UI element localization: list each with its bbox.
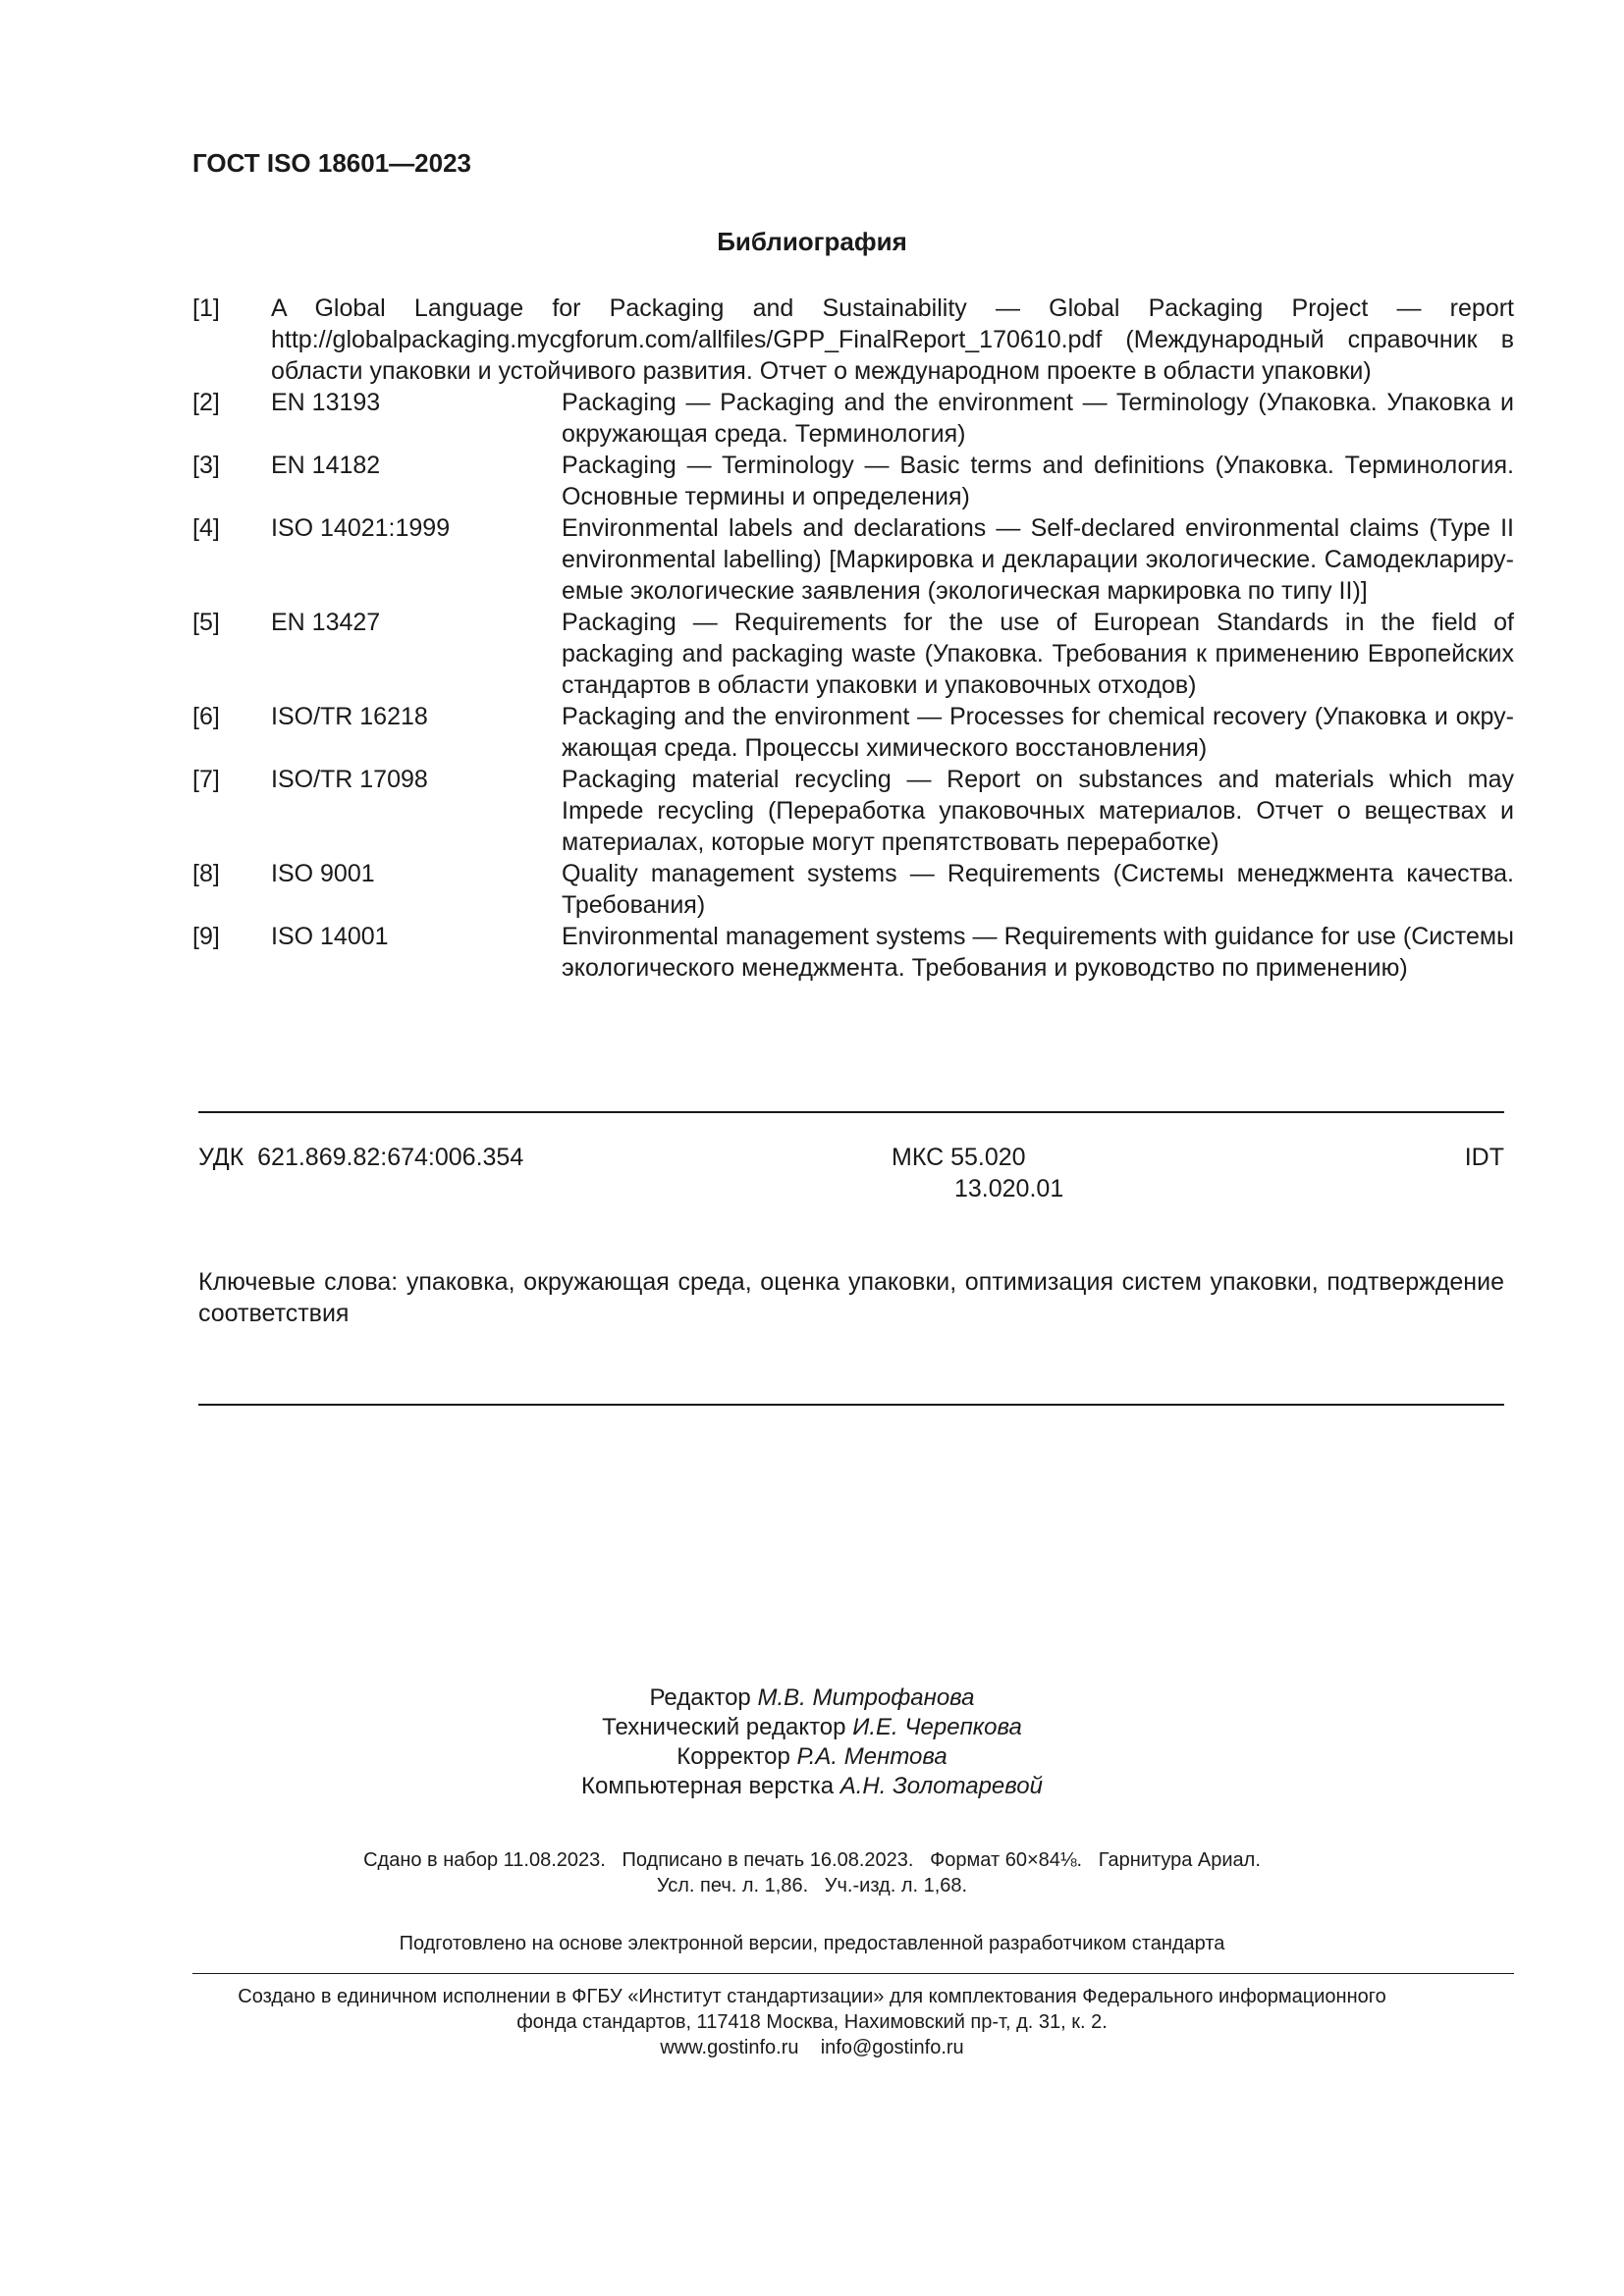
reference-title: Packaging and the environment — Processes for chemical recovery (Упаковка и окружающая среда. Процессы химического восстановления) (562, 703, 1514, 762)
udk-code: УДК 621.869.82:674:006.354 (198, 1144, 524, 1171)
reference-title: Packaging material recycling — Report on substances and materials which may Impede recycling (Переработка упаковочных материалов. Отчет о веществах и материалах, которые могут препятствовать переработке) (562, 766, 1514, 856)
reference-title: Packaging — Requirements for the use of European Standards in the field of packaging and packaging waste (Упаковка. Требования к применению Европейских стандартов в области упаковки и упаковочных отходов) (562, 609, 1514, 699)
reference-standard-id: ISO 14021:1999 (271, 514, 451, 542)
credit-editor: Редактор М.В. Митрофанова (649, 1684, 975, 1711)
reference-number: [2] (192, 389, 220, 416)
reference-title: Environmental management systems — Requirements with guidance for use (Системы экологического менеджмента. Требования и руководство по применению) (562, 923, 1514, 982)
prepared-note: Подготовлено на основе электронной версии, предоставленной разработчиком стандарта (399, 1933, 1225, 1954)
keywords: Ключевые слова: упаковка, окружающая среда, оценка упаковки, оптимизация систем упаковки, подтверждение соответствия (198, 1268, 1504, 1327)
bibliography-item (192, 387, 1514, 450)
reference-number: [4] (192, 514, 220, 542)
reference-title: Quality management systems — Requirements (Системы менеджмента качества. Требования) (562, 860, 1514, 919)
bibliography-item (192, 293, 1514, 387)
reference-standard-id: ISO 14001 (271, 923, 389, 950)
credit-proofreader: Корректор Р.А. Ментова (677, 1743, 947, 1770)
reference-standard-id: EN 13427 (271, 609, 381, 636)
publisher-line-2: фонда стандартов, 117418 Москва, Нахимовский пр-т, д. 31, к. 2. (516, 2011, 1108, 2033)
bibliography-item (192, 450, 1514, 512)
bibliography-item (192, 858, 1514, 921)
imprint-line-1: Сдано в набор 11.08.2023. Подписано в печать 16.08.2023. Формат 60×84⅛. Гарнитура Ариал. (363, 1849, 1261, 1871)
bibliography-item (192, 512, 1514, 607)
credit-layout: Компьютерная верстка А.Н. Золотаревой (581, 1773, 1043, 1799)
bibliography-title: Библиография (717, 227, 907, 256)
section-divider-bottom (198, 1404, 1504, 1406)
reference-number: [5] (192, 609, 220, 636)
reference-standard-id: ISO/TR 17098 (271, 766, 428, 793)
layout-name: А.Н. Золотаревой (839, 1773, 1043, 1799)
reference-number: [9] (192, 923, 220, 950)
imprint-line-2: Усл. печ. л. 1,86. Уч.-изд. л. 1,68. (656, 1875, 968, 1896)
reference-number: [7] (192, 766, 220, 793)
reference-title: Environmental labels and declarations — Self-declared environmental claims (Type II environmental labelling) [Маркировка и декларации экологические. Самодекларируемые экологические заявления (экологическая маркировка по типу II)] (562, 514, 1514, 605)
reference-number: [6] (192, 703, 220, 730)
reference-number: [8] (192, 860, 220, 887)
editor-name: М.В. Митрофанова (757, 1684, 975, 1711)
reference-standard-id: ISO 9001 (271, 860, 375, 887)
bibliography-item (192, 921, 1514, 984)
reference-number: [3] (192, 452, 220, 479)
bibliography-list (192, 293, 1514, 984)
mks-code-secondary: 13.020.01 (954, 1175, 1064, 1202)
credit-tech-editor: Технический редактор И.Е. Черепкова (602, 1714, 1022, 1740)
publisher-line-1: Создано в единичном исполнении в ФГБУ «Институт стандартизации» для комплектования Федерального информационного (238, 1986, 1386, 2007)
bibliography-item (192, 607, 1514, 701)
section-divider-top (198, 1111, 1504, 1113)
reference-standard-id: ISO/TR 16218 (271, 703, 428, 730)
proofreader-name: Р.А. Ментова (796, 1743, 947, 1770)
equivalence-degree: IDT (1464, 1144, 1504, 1171)
publisher-contacts: www.gostinfo.ru info@gostinfo.ru (660, 2037, 964, 2058)
classification-row (198, 1142, 1504, 1210)
reference-title: Packaging — Terminology — Basic terms and definitions (Упаковка. Терминология. Основные термины и определения) (562, 452, 1514, 510)
reference-number: [1] (192, 294, 220, 322)
footer-divider (192, 1973, 1514, 1974)
reference-text: A Global Language for Packaging and Sustainability — Global Packaging Project — report http://globalpackaging.mycgforum.com/allfiles/GPP_FinalReport_170610.pdf (Международный справочник в области упаковки и устойчивого развития. Отчет о международном проекте в области упаковки) (271, 294, 1514, 385)
reference-standard-id: EN 14182 (271, 452, 381, 479)
mks-code: МКС 55.020 (892, 1144, 1026, 1171)
reference-title: Packaging — Packaging and the environment — Terminology (Упаковка. Упаковка и окружающая среда. Терминология) (562, 389, 1514, 448)
bibliography-item (192, 701, 1514, 764)
document-code: ГОСТ ISO 18601—2023 (192, 148, 472, 178)
credits-block (0, 1683, 1624, 1801)
reference-standard-id: EN 13193 (271, 389, 381, 416)
bibliography-item (192, 764, 1514, 858)
tech-editor-name: И.Е. Черепкова (852, 1714, 1022, 1740)
